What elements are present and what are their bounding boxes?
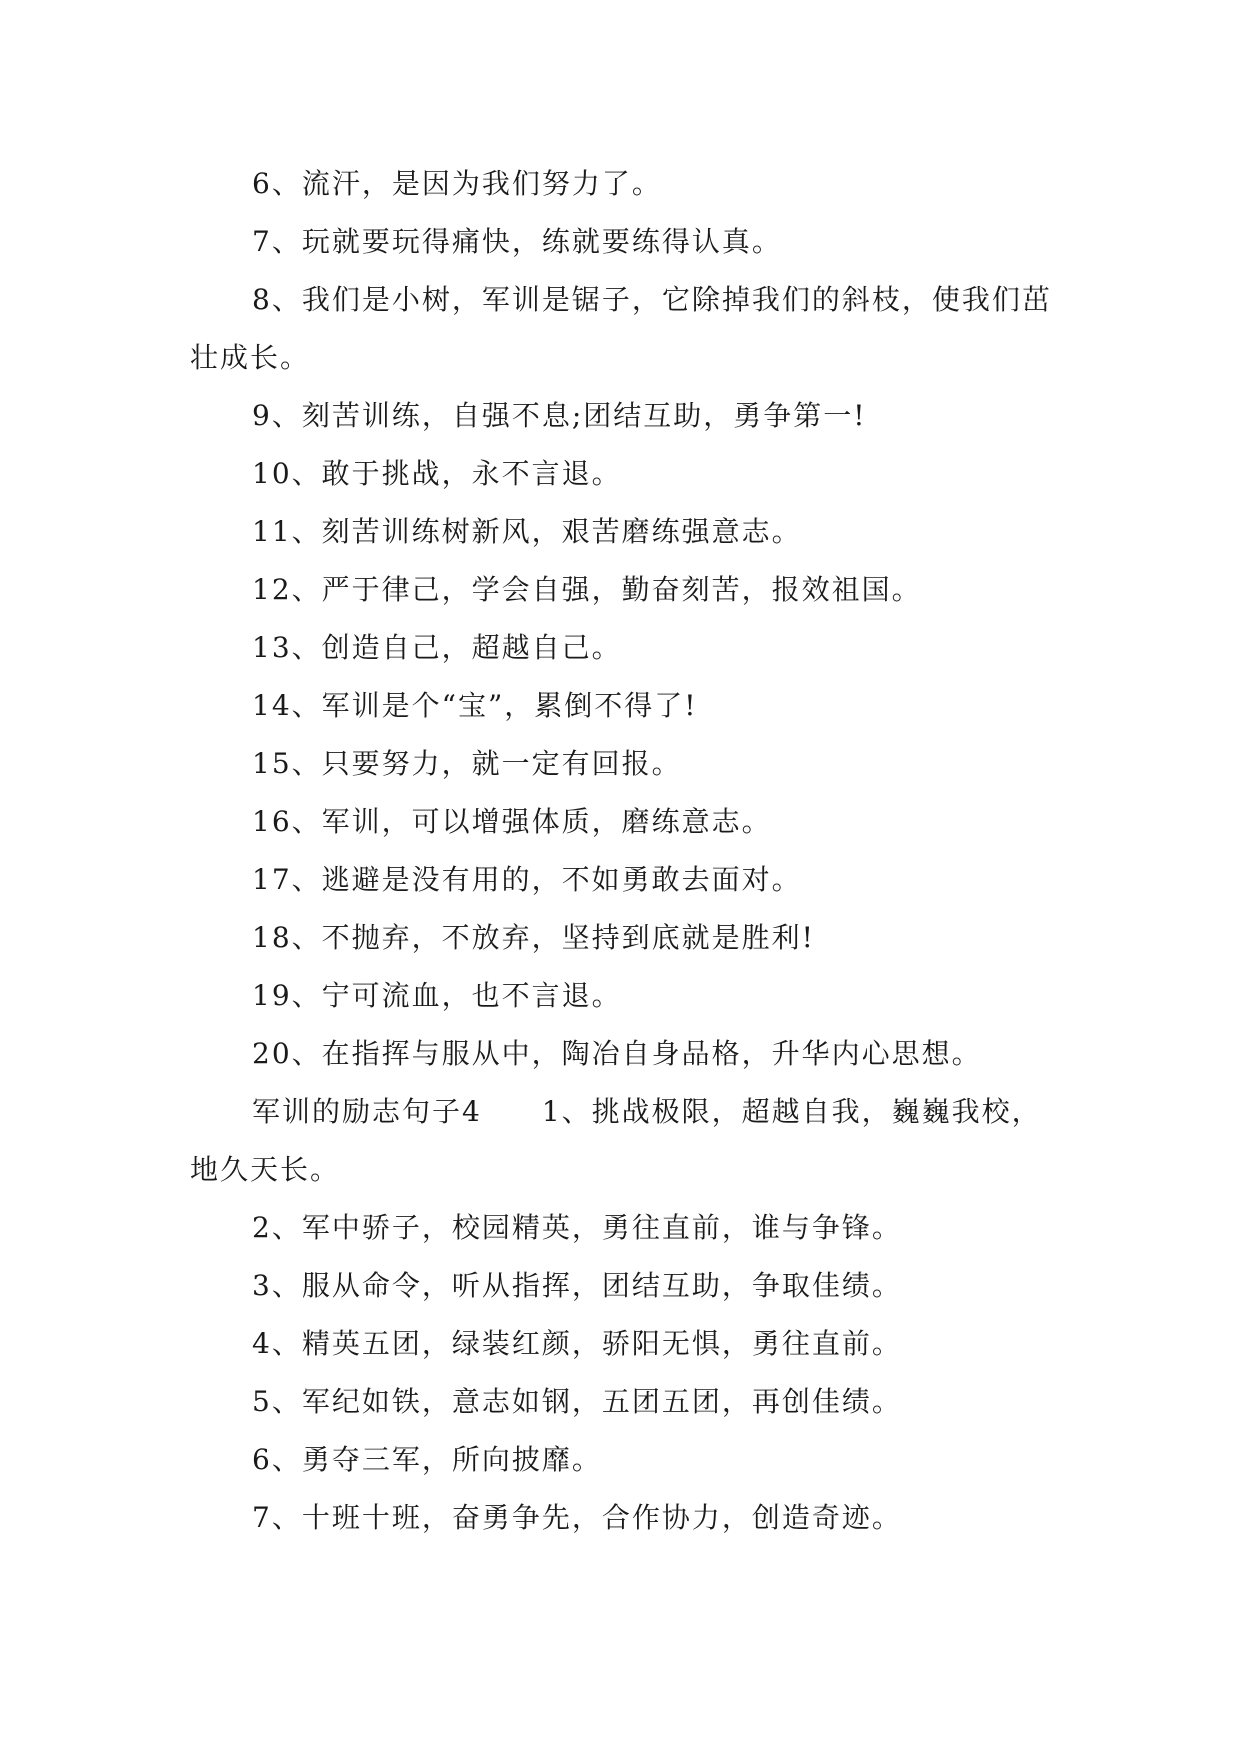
section-item-7: 7、十班十班，奋勇争先，合作协力，创造奇迹。 [252, 1501, 902, 1534]
section-item-5: 5、军纪如铁，意志如钢，五团五团，再创佳绩。 [252, 1385, 902, 1418]
paragraph-16: 16、军训，可以增强体质，磨练意志。 [252, 805, 772, 838]
paragraph-9: 9、刻苦训练，自强不息;团结互助，勇争第一! [252, 399, 867, 432]
section-paragraph [190, 1083, 1070, 1199]
paragraph-12: 12、严于律己，学会自强，勤奋刻苦，报效祖国。 [252, 573, 922, 606]
section-item-2: 2、军中骄子，校园精英，勇往直前，谁与争锋。 [252, 1211, 902, 1244]
paragraph-7: 7、玩就要玩得痛快，练就要练得认真。 [252, 225, 782, 258]
paragraph-13: 13、创造自己，超越自己。 [252, 631, 622, 664]
section-item-4: 4、精英五团，绿装红颜，骄阳无惧，勇往直前。 [252, 1327, 902, 1360]
section-item-6: 6、勇夺三军，所向披靡。 [252, 1443, 602, 1476]
paragraph-6: 6、流汗，是因为我们努力了。 [252, 167, 662, 200]
section-item-3: 3、服从命令，听从指挥，团结互助，争取佳绩。 [252, 1269, 902, 1302]
paragraph-11: 11、刻苦训练树新风，艰苦磨练强意志。 [252, 515, 802, 548]
paragraph-14: 14、军训是个“宝”，累倒不得了! [252, 689, 698, 722]
paragraph-17: 17、逃避是没有用的，不如勇敢去面对。 [252, 863, 802, 896]
section-heading: 军训的励志句子4 [252, 1095, 482, 1128]
paragraph-10: 10、敢于挑战，永不言退。 [252, 457, 622, 490]
paragraph-19: 19、宁可流血，也不言退。 [252, 979, 622, 1012]
section-item-1: 1、挑战极限，超越自我，巍巍我校，地久天长。 [190, 1095, 1042, 1186]
document-body [190, 155, 1070, 1547]
paragraph-20: 20、在指挥与服从中，陶冶自身品格，升华内心思想。 [252, 1037, 982, 1070]
paragraph-18: 18、不抛弃，不放弃，坚持到底就是胜利! [252, 921, 815, 954]
paragraph-8: 8、我们是小树，军训是锯子，它除掉我们的斜枝，使我们茁壮成长。 [190, 283, 1052, 374]
paragraph-15: 15、只要努力，就一定有回报。 [252, 747, 682, 780]
